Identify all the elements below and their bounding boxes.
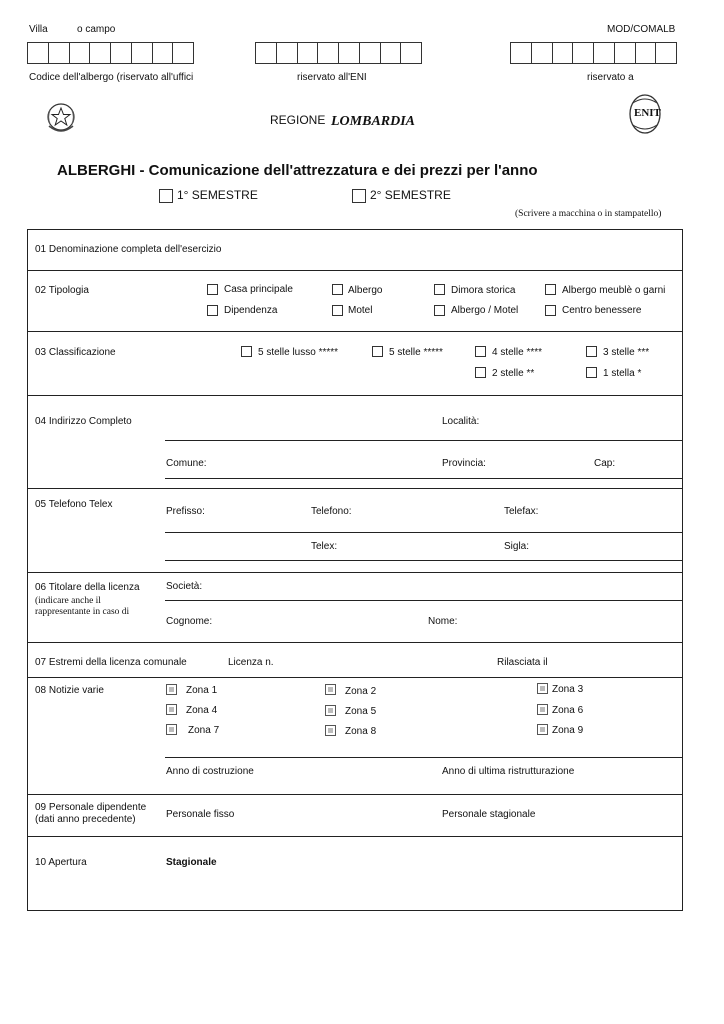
zona-6-label: Zona 6 [552, 705, 584, 716]
tipologia-albergo-checkbox[interactable] [332, 284, 343, 295]
divider-08 [27, 794, 683, 795]
reserved-label: riservato a [587, 72, 634, 83]
section-08-label: 08 Notizie varie [35, 685, 104, 696]
semester1-label: 1° SEMESTRE [177, 188, 258, 202]
tipologia-dipendenza-checkbox[interactable] [207, 305, 218, 316]
zona-1-label: Zona 1 [186, 685, 218, 696]
zona-2-checkbox[interactable] [325, 684, 336, 695]
telefono-label: Telefono: [311, 506, 352, 517]
code-box-eni[interactable] [255, 42, 422, 64]
class-3-checkbox[interactable] [586, 346, 597, 357]
tipologia-centro-benessere-checkbox[interactable] [545, 305, 556, 316]
class-5-lusso-label: 5 stelle lusso ***** [258, 347, 339, 358]
licenza-label: Licenza n. [228, 657, 274, 668]
class-1-label: 1 stella * [603, 368, 642, 379]
provincia-label: Provincia: [442, 458, 486, 469]
zona-6-checkbox[interactable] [537, 704, 548, 715]
anno-ristrutturazione-label: Anno di ultima ristrutturazione [442, 766, 575, 777]
zona-5-checkbox[interactable] [325, 705, 336, 716]
anno-costruzione-label: Anno di costruzione [166, 766, 254, 777]
zona-7-checkbox[interactable] [166, 724, 177, 735]
divider-04 [27, 488, 683, 489]
section-03-label: 03 Classificazione [35, 347, 116, 358]
villa-label: Villa [29, 24, 48, 35]
zona-4-checkbox[interactable] [166, 704, 177, 715]
section-02-label: 02 Tipologia [35, 285, 89, 296]
tipologia-dipendenza-label: Dipendenza [224, 305, 278, 316]
phone-field-line[interactable] [165, 532, 683, 533]
tipologia-centro-benessere-label: Centro benessere [562, 305, 642, 316]
eni-reserved-label: riservato all'ENI [297, 72, 367, 83]
divider-03 [27, 395, 683, 396]
section-07-label: 07 Estremi della licenza comunale [35, 657, 187, 668]
tipologia-casa-principale-checkbox[interactable] [207, 284, 218, 295]
divider-07 [27, 677, 683, 678]
telefax-label: Telefax: [504, 506, 539, 517]
class-4-checkbox[interactable] [475, 346, 486, 357]
divider-09 [27, 836, 683, 837]
zona-9-label: Zona 9 [552, 725, 584, 736]
class-2-label: 2 stelle ** [492, 368, 535, 379]
class-5-label: 5 stelle ***** [389, 347, 443, 358]
semester2-label: 2° SEMESTRE [370, 188, 451, 202]
divider-02 [27, 331, 683, 332]
zona-8-checkbox[interactable] [325, 725, 336, 736]
tipologia-casa-principale-label: Casa principale [224, 284, 293, 295]
zona-2-label: Zona 2 [345, 686, 377, 697]
zona-3-label: Zona 3 [552, 684, 584, 695]
tipologia-motel-checkbox[interactable] [332, 305, 343, 316]
telex-field-line[interactable] [165, 560, 683, 561]
societa-field-line[interactable] [165, 600, 683, 601]
italian-republic-emblem-icon [44, 100, 78, 138]
enit-logo-text: ENIT [634, 107, 661, 119]
zona-1-checkbox[interactable] [166, 684, 177, 695]
zona-4-label: Zona 4 [186, 705, 218, 716]
zone-separator-line [165, 757, 683, 758]
enit-logo [628, 93, 662, 135]
region-name: LOMBARDIA [331, 114, 416, 129]
class-3-label: 3 stelle *** [603, 347, 650, 358]
tipologia-dimora-storica-checkbox[interactable] [434, 284, 445, 295]
instructions-note: (Scrivere a macchina o in stampatello) [515, 209, 662, 219]
class-1-checkbox[interactable] [586, 367, 597, 378]
section-09-label: 09 Personale dipendente [35, 802, 147, 813]
address-field-line[interactable] [165, 440, 683, 441]
comune-label: Comune: [166, 458, 207, 469]
rilasciata-label: Rilasciata il [497, 657, 548, 668]
semester2-checkbox[interactable] [352, 189, 366, 203]
section-05-label: 05 Telefono Telex [35, 499, 113, 510]
zona-9-checkbox[interactable] [537, 724, 548, 735]
tipologia-motel-label: Motel [348, 305, 373, 316]
form-code: MOD/COMALB [607, 24, 676, 35]
apertura-value: Stagionale [166, 857, 217, 868]
divider-06 [27, 642, 683, 643]
cap-label: Cap: [594, 458, 616, 469]
divider-05 [27, 572, 683, 573]
page-title: ALBERGHI - Comunicazione dell'attrezzatura e dei prezzi per l'anno [57, 162, 538, 179]
section-10-label: 10 Apertura [35, 857, 87, 868]
section-04-label: 04 Indirizzo Completo [35, 416, 132, 427]
hotel-code-label: Codice dell'albergo (riservato all'uffici [29, 72, 194, 83]
tipologia-dimora-storica-label: Dimora storica [451, 285, 516, 296]
section-09-sublabel: (dati anno precedente) [35, 814, 136, 825]
sigla-label: Sigla: [504, 541, 530, 552]
personale-fisso-label: Personale fisso [166, 809, 235, 820]
zona-7-label: Zona 7 [188, 725, 220, 736]
zona-8-label: Zona 8 [345, 726, 377, 737]
code-box-reserved[interactable] [510, 42, 677, 64]
tipologia-albergo-label: Albergo [348, 285, 383, 296]
code-box-hotel[interactable] [27, 42, 194, 64]
personale-stagionale-label: Personale stagionale [442, 809, 536, 820]
divider-01 [27, 270, 683, 271]
societa-label: Società: [166, 581, 203, 592]
section-01-label: 01 Denominazione completa dell'esercizio [35, 244, 222, 255]
semester1-checkbox[interactable] [159, 189, 173, 203]
class-4-label: 4 stelle **** [492, 347, 543, 358]
campo-label: o campo [77, 24, 116, 35]
class-2-checkbox[interactable] [475, 367, 486, 378]
cognome-label: Cognome: [166, 616, 213, 627]
section-06-note-2: rappresentante in caso di [35, 607, 130, 617]
localita-label: Località: [442, 416, 480, 427]
nome-label: Nome: [428, 616, 458, 627]
zona-3-checkbox[interactable] [537, 683, 548, 694]
comune-field-line[interactable] [165, 478, 683, 479]
zona-5-label: Zona 5 [345, 706, 377, 717]
prefisso-label: Prefisso: [166, 506, 205, 517]
section-06-note-1: (indicare anche il [35, 596, 101, 606]
telex-label: Telex: [311, 541, 338, 552]
tipologia-meuble-label: Albergo meublè o garni [562, 285, 666, 296]
tipologia-albergo-motel-label: Albergo / Motel [451, 305, 519, 316]
tipologia-albergo-motel-checkbox[interactable] [434, 305, 445, 316]
tipologia-meuble-checkbox[interactable] [545, 284, 556, 295]
class-5-checkbox[interactable] [372, 346, 383, 357]
class-5-lusso-checkbox[interactable] [241, 346, 252, 357]
region-prefix: REGIONE [270, 113, 326, 127]
section-06-label: 06 Titolare della licenza [35, 582, 140, 593]
